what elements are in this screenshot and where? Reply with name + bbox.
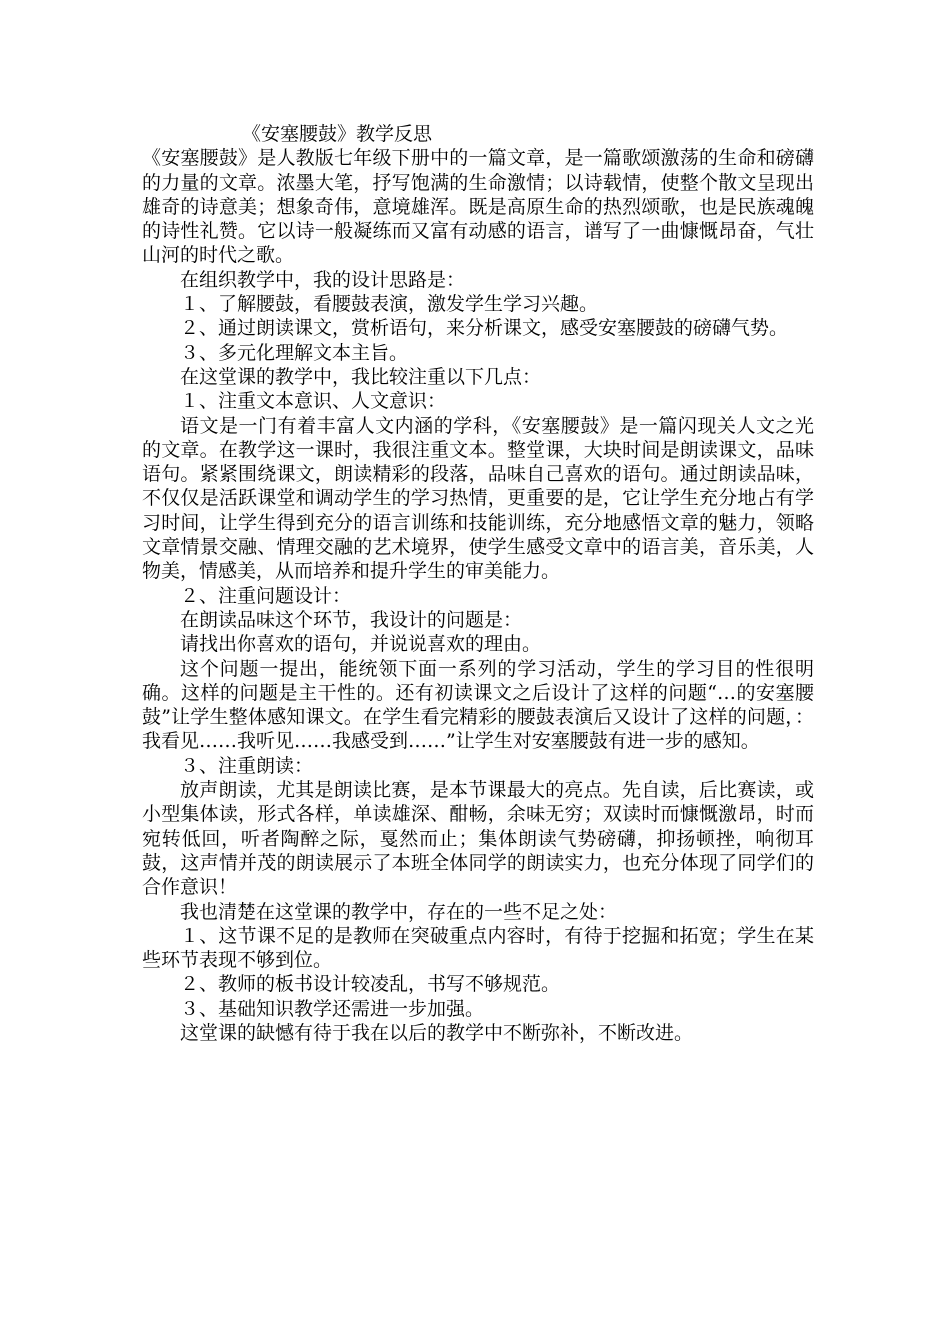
paragraph-design-intro: 在组织教学中，我的设计思路是： [180, 268, 466, 291]
paragraph-shortcoming-2: ２、教师的板书设计较凌乱，书写不够规范。 [180, 973, 561, 996]
document-page [142, 122, 814, 1045]
paragraph-intro: 《安塞腰鼓》是人教版七年级下册中的一篇文章，是一篇歌颂激荡的生命和磅礴的力量的文章。浓墨大笔，抒写饱满的生命激情；以诗载情，使整个散文呈现出雄奇的诗意美；想象奇伟，意境雄浑。既是高原生命的热烈颂歌，也是民族魂魄的诗性礼赞。它以诗一般凝练而又富有动感的语言，谱写了一曲慷慨昂奋，气壮山河的时代之歌。 [142, 147, 814, 267]
paragraph-shortcomings-intro: 我也清楚在这堂课的教学中，存在的一些不足之处： [180, 900, 618, 923]
paragraph-shortcoming-3: ３、基础知识教学还需进一步加强。 [180, 997, 485, 1020]
paragraph-focus-2-body: 这个问题一提出，能统领下面一系列的学习活动，学生的学习目的性很明确。这样的问题是主干性的。还有初读课文之后设计了这样的问题“…的安塞腰鼓”让学生整体感知课文。在学生看完精彩的腰鼓表演后又设计了这样的问题，：我看见……我听见……我感受到……”让学生对安塞腰鼓有进一步的感知。 [142, 657, 814, 753]
paragraph-focus-1-body: 语文是一门有着丰富人文内涵的学科，《安塞腰鼓》是一篇闪现关人文之光的文章。在教学这一课时，我很注重文本。整堂课，大块时间是朗读课文，品味语句。紧紧围绕课文，朗读精彩的段落，品味自己喜欢的语句。通过朗读品味，不仅仅是活跃课堂和调动学生的学习热情，更重要的是，它让学生充分地占有学习时间，让学生得到充分的语言训练和技能训练，充分地感悟文章的魅力，领略文章情景交融、情理交融的艺术境界，使学生感受文章中的语言美，音乐美，人物美，情感美，从而培养和提升学生的审美能力。 [142, 414, 814, 583]
paragraph-design-3: ３、多元化理解文本主旨。 [180, 341, 409, 364]
paragraph-focus-1-heading: １、注重文本意识、人文意识： [180, 390, 447, 413]
paragraph-design-1: １、了解腰鼓，看腰鼓表演，激发学生学习兴趣。 [180, 293, 599, 316]
paragraph-focus-3-body: 放声朗读，尤其是朗读比赛，是本节课最大的亮点。先自读，后比赛读，或小型集体读，形式各样，单读雄深、酣畅，余味无穷；双读时而慷慨激昂，时而宛转低回，听者陶醉之际，戛然而止；集体朗读气势磅礴，抑扬顿挫，响彻耳鼓，这声情并茂的朗读展示了本班全体同学的朗读实力，也充分体现了同学们的合作意识！ [142, 779, 814, 899]
paragraph-shortcoming-1: １、这节课不足的是教师在突破重点内容时，有待于挖掘和拓宽；学生在某些环节表现不够到位。 [142, 924, 814, 972]
paragraph-design-2: ２、通过朗读课文，赏析语句，来分析课文，感受安塞腰鼓的磅礴气势。 [180, 317, 789, 340]
paragraph-focus-intro: 在这堂课的教学中，我比较注重以下几点： [180, 365, 542, 388]
paragraph-focus-2-question-intro: 在朗读品味这个环节，我设计的问题是： [180, 608, 523, 631]
document-title: 《安塞腰鼓》教学反思 [242, 123, 433, 145]
paragraph-focus-3-heading: ３、注重朗读： [180, 754, 314, 777]
paragraph-conclusion: 这堂课的缺憾有待于我在以后的教学中不断弥补，不断改进。 [180, 1021, 694, 1044]
paragraph-focus-2-heading: ２、注重问题设计： [180, 584, 352, 607]
paragraph-focus-2-question: 请找出你喜欢的语句，并说说喜欢的理由。 [180, 633, 542, 656]
